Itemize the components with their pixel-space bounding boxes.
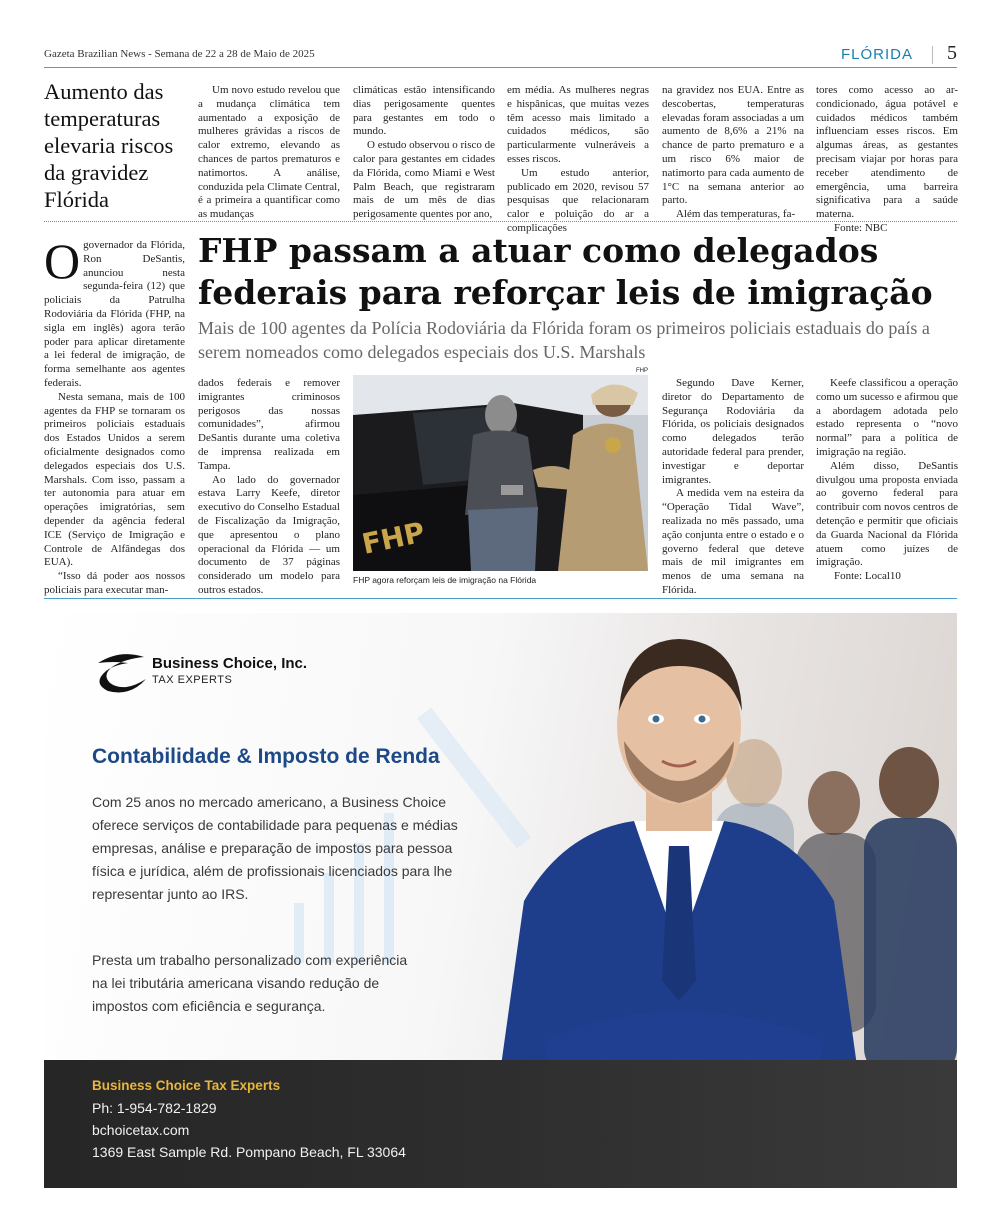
drop-cap: O [44, 233, 81, 289]
article2-paragraph: Além disso, DeSantis divulgou uma proposta enviada ao governo federal para contribuir com novos centros de detenção e permitir que oficiais da Guarda Nacional da Flórida atuem como juízes de imigração. [816, 459, 958, 569]
article1-column-3 [507, 84, 649, 236]
article2-paragraph: Segundo Dave Kerner, diretor do Departamento de Segurança Rodoviária da Flórida, os policiais designados como delegados terão autoridade federal para prender, investigar e deportar imigrantes. [662, 377, 804, 486]
ad-paragraph-2: Presta um trabalho personalizado com experiência na lei tributária americana visando redução de impostos com eficiência e segurança. [92, 952, 408, 1014]
company-tagline: TAX EXPERTS [152, 674, 233, 686]
article1-paragraph: em média. As mulheres negras e hispânicas, que muitas vezes têm acesso mais limitado a cuidados médicos, são particularmente vulneráveis a esses riscos. [507, 84, 649, 165]
header-rule [44, 67, 957, 68]
company-name: Business Choice, Inc. [152, 655, 308, 672]
header-divider [932, 46, 933, 64]
article1-paragraph: tores como acesso ao ar-condicionado, água potável e cuidados médicos também influenciam esses riscos. Em algumas áreas, as gestantes precisam viajar por horas para receber atendimento de emergência, uma barreira significativa para a saúde materna. [816, 84, 958, 221]
article1-paragraph: Um novo estudo revelou que a mudança climática tem aumentado a exposição de mulheres grávidas a riscos de calor extremo, elevando as chances de partos prematuros e natimortos. A análise, conduzida pela Climate Central, é a primeira a quantificar como as mudanças [198, 84, 340, 221]
police-arrest-photo [353, 368, 648, 571]
article2-lead-paragraph [44, 233, 185, 391]
business-choice-logo-icon [94, 649, 150, 695]
contact-website: bchoicetax.com [92, 1122, 190, 1138]
article2-column-2 [198, 377, 340, 598]
article1-paragraph: Um estudo anterior, publicado em 2020, revisou 57 pesquisas que relacionaram calor e poluição do ar a complicações [507, 166, 649, 234]
article2-column-3 [662, 377, 804, 598]
article1-column-5 [816, 84, 958, 236]
article1-headline: Aumento das temperaturas elevaria riscos da gravidez Flórida [44, 79, 174, 212]
page-header [44, 42, 957, 66]
article2-column-4 [816, 377, 958, 584]
article2-paragraph: A medida vem na esteira da “Operação Tidal Wave”, realizada no mês passado, uma ação conjunta entre o estado e o governo federal que deteve mais de mil imigrantes em menos de uma semana na Flórida. [662, 487, 804, 596]
article1-paragraph: O estudo observou o risco de calor para gestantes em cidades da Flórida, como Miami e West Palm Beach, que registraram mais de um mês de dias perigosamente quentes por ano, [353, 139, 496, 221]
contact-phone: Ph: 1-954-782-1829 [92, 1100, 217, 1116]
article1-paragraph: Além das temperaturas, fa- [676, 208, 796, 221]
article2-paragraph: Ao lado do governador estava Larry Keefe, diretor executivo do Conselho Estadual de Fiscalização da Imigração, que apresentou o plano operacional da Flórida — um documento de 37 páginas considerado um modelo para outros estados. [198, 473, 340, 596]
article-bottom-rule [44, 598, 957, 599]
article1-source: Fonte: NBC [834, 221, 888, 234]
contact-name: Business Choice Tax Experts [92, 1078, 281, 1093]
photo-tag: FHP [636, 368, 648, 374]
article1-column-2 [353, 84, 495, 222]
page-number: 5 [947, 42, 957, 64]
article2-paragraph: “Isso dá poder aos nossos policiais para executar man- [44, 570, 185, 596]
ad-paragraph-1: Com 25 anos no mercado americano, a Business Choice oferece serviços de contabilidade para pequenas e médias empresas, análise e preparação de impostos para pessoa física e jurídica, além de profissionais licenciados para lhe representar junto ao IRS. [92, 794, 458, 902]
article1-column-4 [662, 84, 804, 222]
door-lettering: FHP [359, 515, 428, 561]
publication-info: Gazeta Brazilian News - Semana de 22 a 28 de Maio de 2025 [44, 48, 315, 60]
article1-column-1 [198, 84, 340, 222]
article2-lead-text: governador da Flórida, Ron DeSantis, anunciou nesta segunda-feira (12) que policiais da Patrulha Rodoviária da Flórida (FHP, na sigla em inglês) agora terão poder para aplicar diretamente a lei federal de imigração, de forma semelhante aos agentes federais. [44, 239, 185, 389]
article2-paragraph: Keefe classificou a operação como um sucesso e afirmou que a abordagem adotada pelo estado representa o “novo normal” para a política de imigração na região. [816, 377, 958, 458]
article2-headline: FHP passam a atuar como delegados federais para reforçar leis de imigração [198, 231, 933, 312]
contact-address: 1369 East Sample Rd. Pompano Beach, FL 33064 [92, 1144, 406, 1160]
article2-photo [353, 368, 648, 571]
article-separator [44, 221, 957, 222]
ad-title: Contabilidade & Imposto de Renda [92, 745, 440, 768]
article1-paragraph: na gravidez nos EUA. Entre as descobertas, temperaturas elevadas foram associadas a um aumento de 8,6% a 21% na chance de parto prematuro e a um risco 6% maior de natimorto para cada aumento de 1°C na semana anterior ao parto. [662, 84, 804, 207]
article2-source: Fonte: Local10 [834, 570, 901, 583]
article2-paragraph: Nesta semana, mais de 100 agentes da FHP se tornaram os primeiros policiais estaduais dos Estados Unidos a serem oficialmente designados como delegados especiais dos U.S. Marshals. Com isso, passam a ter autonomia para atuar em operações imigratórias, sem depender da agência federal ICE (Serviço de Imigração e Controle de Alfândegas dos EUA). [44, 390, 185, 569]
business-choice-advertisement [44, 613, 957, 1188]
article2-deck: Mais de 100 agentes da Polícia Rodoviária da Flórida foram os primeiros policiais estaduais do país a serem nomeados como delegados especiais dos U.S. Marshals [198, 318, 930, 362]
article1-paragraph: climáticas estão intensificando dias perigosamente quentes para gestantes em todo o mundo. [353, 84, 495, 138]
article2-column-1 [44, 233, 185, 598]
section-label: FLÓRIDA [840, 46, 913, 63]
article2-paragraph: dados federais e remover imigrantes criminosos perigosos das nossas comunidades”, afirmou DeSantis durante uma coletiva de imprensa realizada em Tampa. [198, 377, 340, 472]
ad-contact-footer [44, 1060, 957, 1188]
photo-caption: FHP agora reforçam leis de imigração na Flórida [353, 575, 537, 585]
